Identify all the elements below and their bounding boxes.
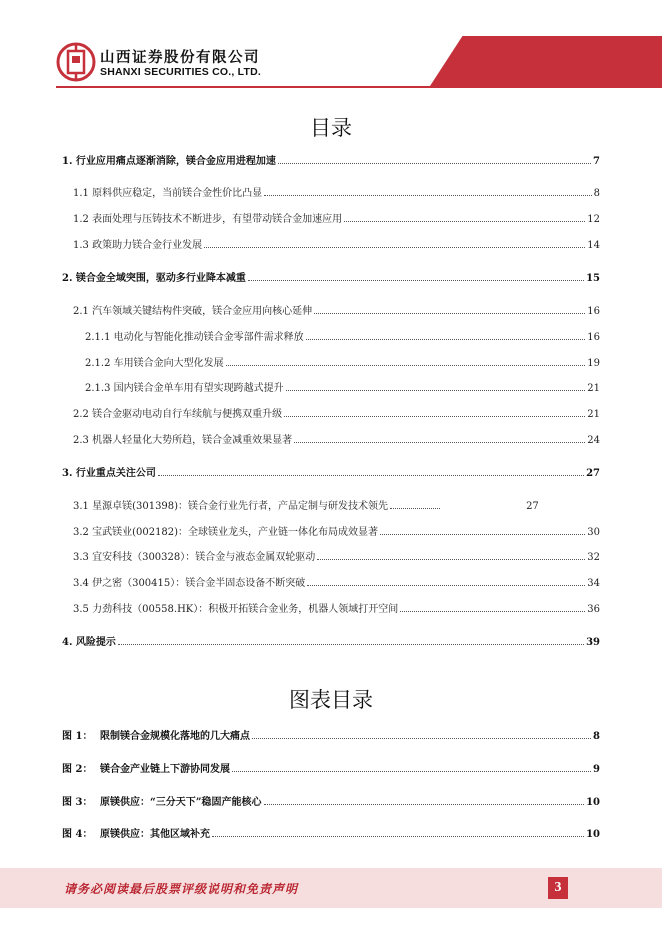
toc-entry[interactable]: 3.3 宜安科技（300328）：镁合金与液态金属双轮驱动 32	[73, 552, 600, 563]
toc-entry[interactable]: 3.2 宝武镁业(002182)：全球镁业龙头，产业链一体化布局成效显著 30	[73, 527, 600, 538]
company-name-en: SHANXI SECURITIES CO., LTD.	[100, 66, 261, 78]
toc-entry[interactable]: 2.1.2 车用镁合金向大型化发展 19	[85, 358, 600, 369]
header-rule	[56, 86, 662, 88]
page-header	[0, 0, 662, 95]
report-type-label: 行业研究/行业深度分析	[477, 21, 602, 35]
toc-entry[interactable]: 2.1.3 国内镁合金单车用有望实现跨越式提升 21	[85, 383, 600, 394]
toc-entry[interactable]: 3.4 伊之密（300415）：镁合金半固态设备不断突破 34	[73, 578, 600, 589]
toc-entry[interactable]: 1.1 原料供应稳定，当前镁合金性价比凸显 8	[73, 188, 600, 199]
toc-entry[interactable]: 2. 镁合金全域突围，驱动多行业降本减重 15	[62, 273, 600, 284]
shanxi-securities-logo-icon	[56, 42, 96, 82]
figure-list-title: 图表目录	[289, 688, 373, 712]
toc-entry[interactable]: 2.3 机器人轻量化大势所趋，镁合金减重效果显著 24	[73, 435, 600, 446]
toc-entry[interactable]: 1.3 政策助力镁合金行业发展 14	[73, 240, 600, 251]
toc-entry[interactable]: 3.1 星源卓镁(301398)：镁合金行业先行者，产品定制与研发技术领先 27	[73, 501, 539, 512]
page-number: 3	[548, 877, 568, 899]
figure-entry[interactable]: 图 4： 原镁供应：其他区域补充 10	[62, 829, 600, 840]
toc-entry[interactable]: 2.1.1 电动化与智能化推动镁合金零部件需求释放 16	[85, 332, 600, 343]
toc-entry[interactable]: 3. 行业重点关注公司 27	[62, 468, 600, 479]
toc-entry[interactable]: 3.5 力劲科技（00558.HK）：积极开拓镁合金业务，机器人领域打开空间 36	[73, 604, 600, 615]
toc-entry[interactable]: 2.2 镁合金驱动电动自行车续航与便携双重升级 21	[73, 409, 600, 420]
figure-entry[interactable]: 图 3： 原镁供应：“三分天下”稳固产能核心 10	[62, 797, 600, 808]
report-type-banner	[430, 36, 662, 86]
toc-entry[interactable]: 1.2 表面处理与压铸技术不断进步，有望带动镁合金加速应用 12	[73, 214, 600, 225]
disclaimer-notice: 请务必阅读最后股票评级说明和免责声明	[64, 882, 299, 896]
figure-entry[interactable]: 图 2： 镁合金产业链上下游协同发展 9	[62, 764, 600, 775]
company-name-cn: 山西证券股份有限公司	[100, 50, 260, 66]
toc-entry[interactable]: 1. 行业应用痛点逐渐消除，镁合金应用进程加速 7	[62, 156, 600, 167]
toc-entry[interactable]: 4. 风险提示 39	[62, 637, 600, 648]
toc-entry[interactable]: 2.1 汽车领域关键结构件突破，镁合金应用向核心延伸 16	[73, 306, 600, 317]
figure-entry[interactable]: 图 1： 限制镁合金规模化落地的几大痛点 8	[62, 731, 600, 742]
page-footer	[0, 868, 662, 908]
toc-title: 目录	[310, 116, 352, 140]
